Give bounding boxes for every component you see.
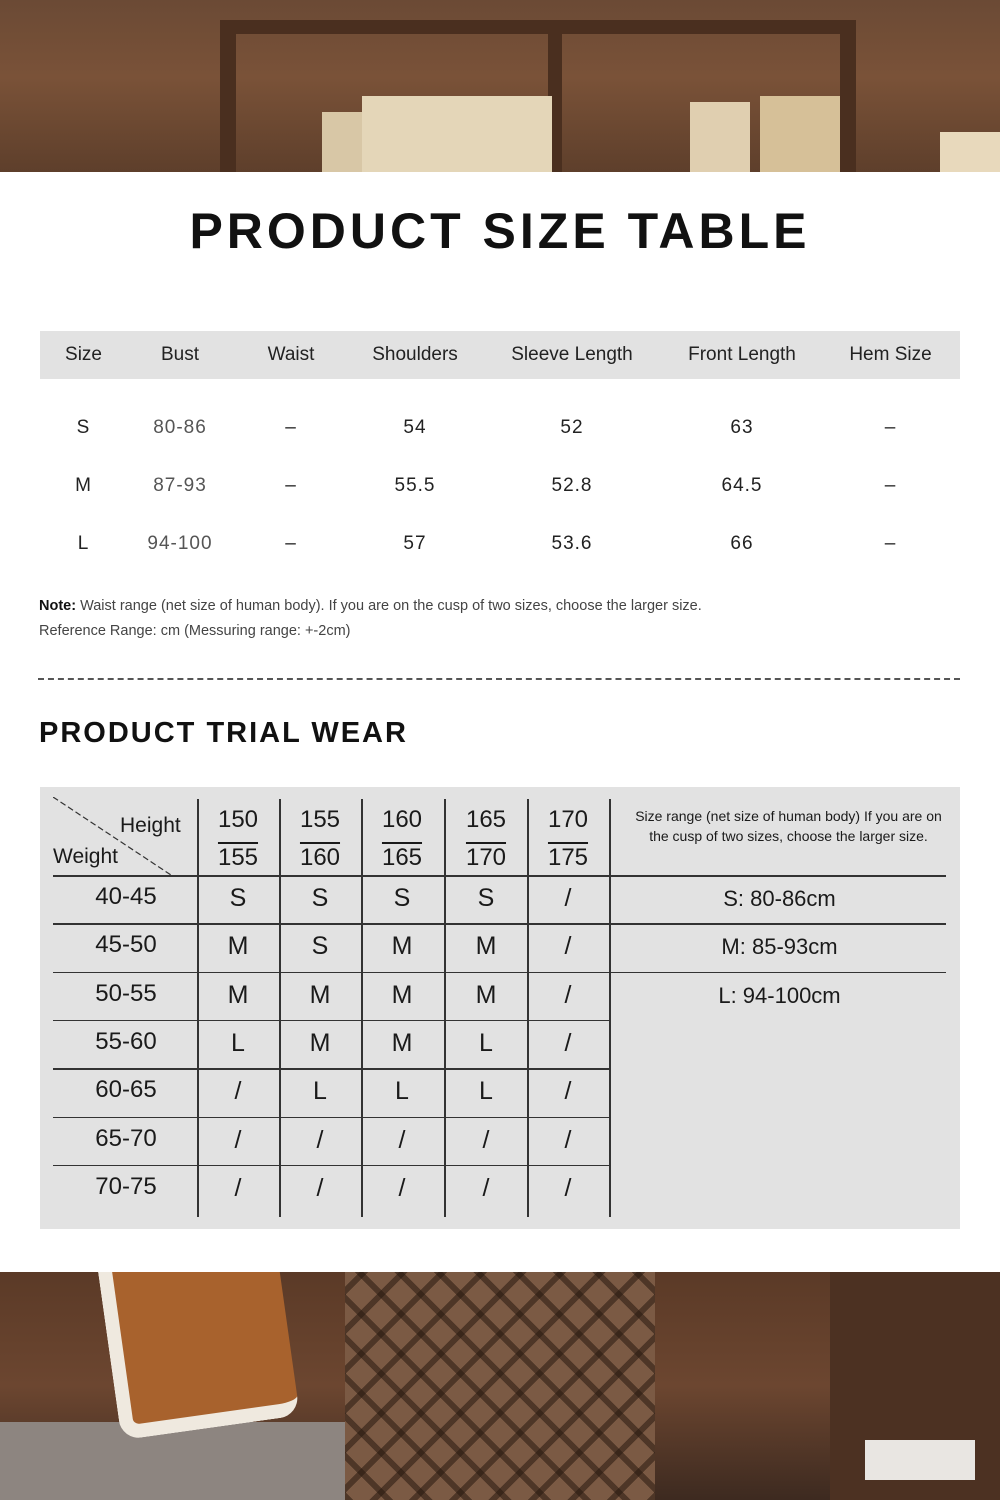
cell-size: L [77, 533, 90, 554]
header-shoulders: Shoulders [372, 344, 458, 365]
height-min: 170 [547, 806, 589, 833]
height-max: 160 [299, 844, 341, 871]
footer-photo [0, 1272, 1000, 1500]
size-notes [39, 594, 702, 644]
header-waist: Waist [267, 344, 315, 365]
book [760, 96, 840, 172]
cell-front-length: 64.5 [721, 475, 763, 496]
grid-vertical-line [279, 799, 281, 1217]
size-table [40, 331, 960, 573]
size-recommendation-cell: M [391, 932, 413, 961]
cell-bust: 87-93 [153, 475, 207, 496]
table-row [40, 515, 960, 573]
size-recommendation-cell: L [479, 1077, 493, 1106]
size-table-body [40, 379, 960, 573]
cell-waist: – [285, 417, 297, 438]
size-range-label: S: 80-86cm [723, 886, 836, 911]
cell-sleeve-length: 52.8 [551, 475, 593, 496]
weight-range-label: 60-65 [95, 1076, 157, 1104]
grid-vertical-line [609, 799, 611, 1217]
cell-bust: 94-100 [147, 533, 213, 554]
grid-vertical-line [444, 799, 446, 1217]
grid-horizontal-line [53, 1165, 609, 1167]
height-max: 175 [547, 844, 589, 871]
size-recommendation-cell: L [479, 1028, 493, 1057]
weight-range-label: 45-50 [95, 931, 157, 959]
size-recommendation-cell: M [309, 980, 331, 1009]
size-range-label: M: 85-93cm [721, 934, 838, 960]
page-title: PRODUCT SIZE TABLE [189, 203, 811, 259]
header-sleeve-length: Sleeve Length [511, 344, 633, 365]
size-recommendation-cell: / [564, 1125, 572, 1154]
table-row [40, 399, 960, 457]
height-range-header [282, 801, 358, 877]
cell-waist: – [285, 533, 297, 554]
book [322, 112, 362, 172]
handbag [98, 1272, 300, 1440]
cell-front-length: 66 [730, 533, 754, 554]
weight-range-label: 65-70 [95, 1124, 157, 1152]
size-recommendation-cell: / [482, 1173, 490, 1202]
box [865, 1440, 975, 1480]
size-recommendation-cell: M [475, 980, 497, 1009]
cell-sleeve-length: 53.6 [551, 533, 593, 554]
size-recommendation-cell: L [231, 1028, 245, 1057]
header-size: Size [65, 344, 102, 365]
cell-hem-size: – [884, 475, 897, 496]
book [362, 96, 552, 172]
size-recommendation-cell: / [564, 1028, 572, 1057]
size-recommendation-cell: / [564, 1077, 572, 1106]
floor [0, 1422, 345, 1500]
size-recommendation-cell: L [395, 1077, 409, 1106]
grid-vertical-line [527, 799, 529, 1217]
trial-wear-title: PRODUCT TRIAL WEAR [39, 717, 408, 749]
note-line [39, 594, 702, 619]
grid-horizontal-line [53, 972, 946, 974]
reference-range: Reference Range: cm (Messuring range: +-2cm) [39, 623, 351, 639]
shelf-side [840, 20, 856, 172]
plaid-coat [345, 1272, 655, 1500]
size-recommendation-cell: S [229, 884, 247, 912]
size-recommendation-cell: / [234, 1173, 242, 1202]
size-recommendation-cell: / [482, 1125, 490, 1154]
height-max: 170 [465, 844, 507, 871]
grid-horizontal-line [53, 1117, 609, 1119]
grid-vertical-line [361, 799, 363, 1217]
height-range-header [364, 801, 440, 877]
size-recommendation-cell: / [564, 1173, 572, 1202]
weight-range-label: 40-45 [95, 883, 157, 910]
size-recommendation-cell: / [316, 1173, 324, 1202]
cell-shoulders: 55.5 [394, 475, 436, 496]
shelf-side [220, 20, 236, 172]
height-min: 160 [381, 806, 423, 833]
cell-hem-size: – [884, 533, 897, 554]
height-range-header [200, 801, 276, 877]
book [690, 102, 750, 172]
shelf-board [220, 20, 850, 34]
height-max: 155 [217, 844, 259, 871]
dashed-divider [38, 678, 960, 680]
size-chart-panel [0, 172, 1000, 1272]
size-recommendation-cell: S [311, 932, 329, 961]
trial-wear-table [40, 787, 960, 1229]
height-min: 155 [299, 806, 341, 833]
height-max: 165 [381, 844, 423, 871]
cell-shoulders: 54 [403, 417, 427, 438]
size-range-note: Size range (net size of human body) If you are on the cusp of two sizes, choose the larger size. [635, 808, 942, 844]
size-recommendation-cell: M [309, 1028, 331, 1057]
size-recommendation-cell: / [564, 884, 572, 912]
corner-height-label: Height [120, 814, 181, 837]
size-recommendation-cell: / [316, 1125, 324, 1154]
note-label: Note: [39, 598, 77, 614]
size-recommendation-cell: S [393, 884, 411, 912]
book [940, 132, 1000, 172]
header-photo [0, 0, 1000, 172]
size-recommendation-cell: / [234, 1125, 242, 1154]
height-range-header [530, 801, 606, 877]
cell-bust: 80-86 [153, 417, 207, 438]
size-range-label: L: 94-100cm [718, 982, 841, 1008]
size-recommendation-cell: M [391, 1028, 413, 1057]
table-row [40, 457, 960, 515]
size-recommendation-cell: M [475, 932, 497, 961]
size-recommendation-cell: / [398, 1173, 406, 1202]
size-table-header [40, 331, 960, 379]
cell-size: M [75, 475, 92, 496]
header-bust: Bust [160, 344, 200, 365]
weight-range-label: 70-75 [95, 1172, 157, 1200]
grid-horizontal-line [53, 1068, 609, 1070]
size-recommendation-cell: L [313, 1077, 327, 1106]
size-recommendation-cell: / [564, 932, 572, 961]
cell-hem-size: – [884, 417, 897, 438]
height-range-header [448, 801, 524, 877]
height-min: 150 [217, 806, 259, 833]
header-hem-size: Hem Size [849, 344, 932, 365]
weight-range-label: 55-60 [95, 1027, 157, 1055]
cell-sleeve-length: 52 [560, 417, 584, 438]
size-recommendation-cell: / [564, 980, 572, 1009]
size-recommendation-cell: / [398, 1125, 406, 1154]
header-front-length: Front Length [688, 344, 796, 365]
note-text: Waist range (net size of human body). If you are on the cusp of two sizes, choose the larger size. [76, 598, 702, 614]
size-recommendation-cell: M [391, 980, 413, 1009]
weight-range-label: 50-55 [95, 979, 157, 1007]
height-min: 165 [465, 806, 507, 833]
size-recommendation-cell: S [311, 884, 329, 912]
cell-shoulders: 57 [403, 533, 427, 554]
size-recommendation-cell: M [227, 932, 249, 961]
grid-vertical-line [197, 799, 199, 1217]
corner-weight-label: Weight [53, 845, 118, 868]
cell-front-length: 63 [730, 417, 754, 438]
size-recommendation-cell: M [227, 980, 249, 1009]
size-recommendation-cell: S [477, 884, 495, 912]
grid-horizontal-line [53, 1020, 609, 1022]
size-recommendation-cell: / [234, 1077, 242, 1106]
cell-size: S [76, 417, 91, 438]
grid-horizontal-line [53, 923, 946, 925]
cell-waist: – [285, 475, 297, 496]
